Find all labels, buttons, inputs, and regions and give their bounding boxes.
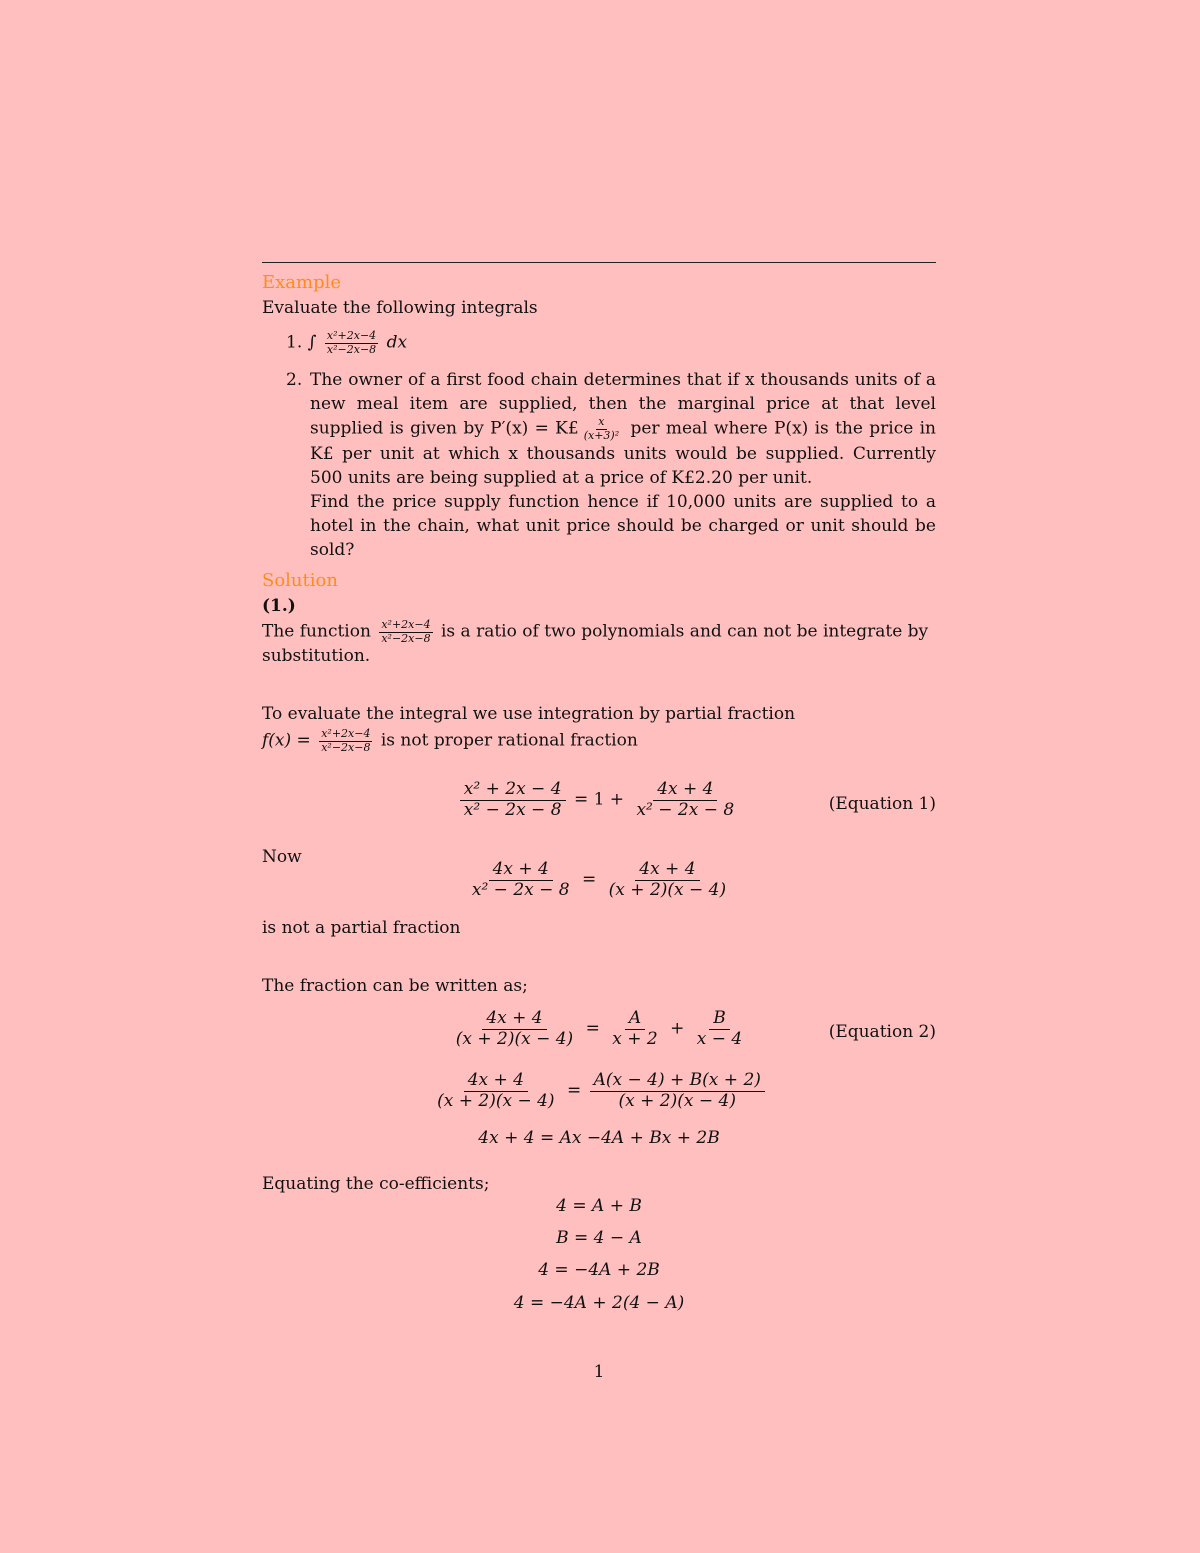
function-numerator: x²+2x−4 — [381, 618, 431, 631]
example-intro: Evaluate the following integrals — [262, 298, 538, 318]
eq2-a-denominator: x + 2 — [612, 1028, 658, 1049]
eq1-right-numerator: 4x + 4 — [653, 780, 717, 801]
item-2-text-a: The owner of a first food chain determines that if x thousands units of a new meal item are supplied, then the marginal price at that level supplied is given by P′(x) = K£ — [310, 370, 936, 439]
example-heading: Example — [262, 272, 342, 293]
eq3-right-numerator: A(x − 4) + B(x + 2) — [590, 1071, 765, 1092]
function-fraction — [379, 619, 432, 645]
fx-fraction — [319, 728, 372, 754]
eq1-right-denominator: x² − 2x − 8 — [636, 799, 735, 820]
equation-now — [262, 860, 936, 900]
not-partial-text: is not a partial fraction — [262, 918, 461, 938]
item-2-frac-den: (x+3)² — [583, 428, 620, 442]
item-2-text-b: per meal where P(x) is the price in K£ per unit at which x thousands units would be supplied. Currently 500 units are being supplied at a price of K£2.20 per unit. — [310, 418, 936, 489]
equation-s4: 4 = −4A + 2(4 − A) — [513, 1293, 685, 1313]
fx-suffix: is not proper rational fraction — [380, 730, 638, 751]
item-1-fraction — [325, 330, 378, 356]
document-page — [262, 0, 936, 1553]
eq2-left-denominator: (x + 2)(x − 4) — [455, 1028, 574, 1049]
equation-s3: 4 = −4A + 2B — [538, 1260, 660, 1280]
eq3-equals: = — [566, 1080, 582, 1101]
item-1-numerator: x²+2x−4 — [326, 329, 377, 342]
item-2-fraction — [582, 416, 621, 442]
part-label: (1.) — [262, 596, 296, 616]
eq2-b-denominator: x − 4 — [696, 1028, 743, 1049]
eq2-a-numerator: A — [625, 1009, 645, 1030]
equation-4: 4x + 4 = Ax −4A + Bx + 2B — [478, 1128, 720, 1148]
eq2-plus: + — [670, 1018, 685, 1039]
eqn-left-denominator: x² − 2x − 8 — [471, 879, 570, 900]
eq2-b-numerator: B — [709, 1009, 730, 1030]
item-1-denominator: x²−2x−8 — [326, 342, 377, 356]
written-as-text: The fraction can be written as; — [262, 976, 528, 996]
list-item-2 — [310, 368, 936, 562]
eq3-left-denominator: (x + 2)(x − 4) — [437, 1090, 555, 1111]
eqn-right-numerator: 4x + 4 — [635, 860, 699, 881]
solution-heading: Solution — [262, 570, 338, 591]
eq3-left-numerator: 4x + 4 — [464, 1071, 528, 1092]
now-label: Now — [262, 847, 302, 867]
evaluate-line: To evaluate the integral we use integration by partial fraction — [262, 704, 796, 724]
equation-1-label: (Equation 1) — [828, 794, 936, 814]
eq1-left-denominator: x² − 2x − 8 — [463, 799, 562, 820]
page-number: 1 — [593, 1362, 605, 1382]
function-prefix: The function — [262, 621, 371, 642]
function-suffix: is a ratio of two polynomials and can not be integrate by — [440, 621, 929, 642]
fx-line — [262, 728, 638, 754]
equation-2-label: (Equation 2) — [828, 1022, 936, 1042]
eq1-middle: = 1 + — [573, 789, 625, 810]
item-1-number: 1. — [286, 332, 303, 353]
eq2-equals: = — [585, 1018, 600, 1039]
integral-sign: ∫ — [307, 332, 317, 353]
equation-3 — [262, 1071, 936, 1111]
item-2-frac-num: x — [598, 415, 605, 428]
equation-s2: B = 4 − A — [556, 1228, 642, 1248]
eqn-left-numerator: 4x + 4 — [489, 860, 553, 881]
eqn-equals: = — [582, 869, 597, 890]
eq2-left-numerator: 4x + 4 — [482, 1009, 546, 1030]
item-2-text-c: Find the price supply function hence if 10,000 units are supplied to a hotel in the chain, what unit price should be charged or unit should be sold? — [310, 492, 936, 561]
function-denominator: x²−2x−8 — [381, 631, 431, 645]
item-2-number: 2. — [286, 370, 303, 390]
item-1-dx: dx — [386, 332, 408, 353]
horizontal-rule — [262, 262, 936, 263]
fx-denominator: x²−2x−8 — [321, 740, 371, 754]
function-line — [262, 619, 936, 645]
list-item-1 — [286, 330, 407, 356]
equating-text: Equating the co-efficients; — [262, 1174, 490, 1194]
eq3-right-denominator: (x + 2)(x − 4) — [618, 1090, 736, 1111]
function-line-2: substitution. — [262, 646, 371, 666]
equation-s1: 4 = A + B — [556, 1196, 642, 1216]
fx-numerator: x²+2x−4 — [321, 727, 371, 740]
fx-prefix: f(x) = — [262, 730, 311, 751]
eq1-left-numerator: x² + 2x − 4 — [460, 780, 566, 801]
eqn-right-denominator: (x + 2)(x − 4) — [608, 879, 727, 900]
